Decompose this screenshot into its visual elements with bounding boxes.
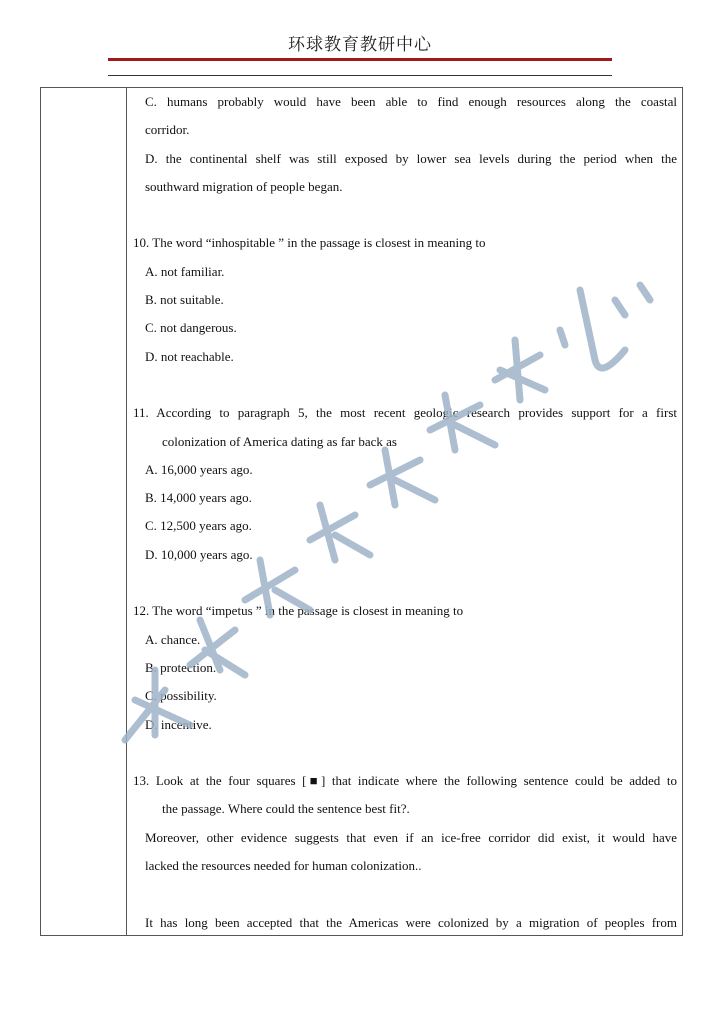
q11-option-b: B. 14,000 years ago.: [145, 490, 252, 506]
q13-stem-line2: the passage. Where could the sentence best fit?.: [162, 801, 410, 817]
q11-option-c: C. 12,500 years ago.: [145, 518, 252, 534]
header-rule-red: [108, 58, 612, 61]
q10-option-d: D. not reachable.: [145, 348, 234, 364]
q10-option-a: A. not familiar.: [145, 263, 225, 279]
q11-option-a: A. 16,000 years ago.: [145, 461, 253, 477]
q12-option-b: B. protection.: [145, 659, 217, 675]
q11-option-d: D. 10,000 years ago.: [145, 546, 253, 562]
table-left-column: [41, 88, 127, 935]
header-rule-black: [108, 75, 612, 76]
passage-first-line: It has long been accepted that the Americas were colonized by a migration of peoples from: [145, 914, 677, 930]
q13-sentence-line1: Moreover, other evidence suggests that even if an ice-free corridor did exist, it would have: [145, 829, 677, 845]
q12-option-d: D. incentive.: [145, 716, 212, 732]
q11-stem-line2: colonization of America dating as far back as: [162, 433, 397, 449]
q9-option-d-line2: southward migration of people began.: [145, 178, 343, 194]
q9-option-c-line2: corridor.: [145, 122, 190, 138]
table-content-cell: [133, 88, 677, 937]
q9-option-c-line1: C. humans probably would have been able to find enough resources along the coastal: [145, 94, 677, 109]
q13-sentence-line2: lacked the resources needed for human colonization..: [145, 858, 422, 874]
q9-option-d-line1: D. the continental shelf was still exposed by lower sea levels during the period when the: [145, 150, 677, 166]
q12-option-c: C. possibility.: [145, 688, 217, 704]
q10-option-c: C. not dangerous.: [145, 320, 237, 336]
question-table: [40, 87, 683, 936]
q10-option-b: B. not suitable.: [145, 292, 224, 308]
q12-option-a: A. chance.: [145, 631, 201, 647]
q10-stem: 10. The word “inhospitable ” in the passage is closest in meaning to: [133, 235, 486, 251]
q12-stem: 12. The word “impetus ” in the passage is closest in meaning to: [133, 603, 464, 619]
q11-stem-line1: 11. According to paragraph 5, the most recent geologic research provides support for a first: [133, 405, 677, 421]
header-title: 环球教育教研中心: [288, 35, 432, 55]
q13-stem-line1: 13. Look at the four squares [■] that indicate where the following sentence could be added to: [133, 773, 677, 789]
